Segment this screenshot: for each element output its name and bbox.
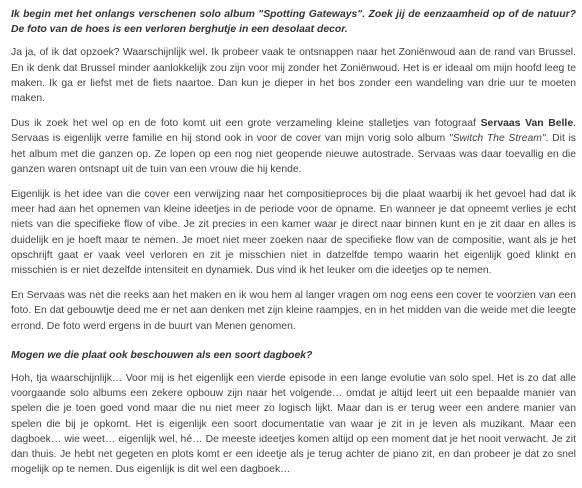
answer-paragraph-photographer [11, 116, 576, 177]
interview-question-diary: Mogen we die plaat ook beschouwen als een soort dagboek? [11, 349, 313, 361]
answer-text: Dus ik zoek het wel op en de foto komt uit een grote verzameling kleine stalletjes van fotograaf [11, 118, 481, 130]
answer-paragraph-zonienwoud: Ja ja, of ik dat opzoek? Waarschijnlijk wel. Ik probeer vaak te ontsnappen naar het Zoniënwoud aan de rand van Brussel. En ik denk dat Brussel minder aanlokkelijk zou zijn voor mij zonder het Zoniënwoud. Het is er ideaal om mijn hoofd leeg te maken. Ik ga er liefst met de fiets naartoe. Dan kun je dieper in het bos zonder een wandeling van drie uur te moeten maken. [11, 47, 576, 105]
answer-paragraph-cover-idea: Eigenlijk is het idee van die cover een verwijzing naar het compositieproces bij die plaat waarbij ik het gevoel had dat ik meer had aan het opnemen van kleine ideetjes in de periode voor de opname. En wanneer je dat opneemt verlies je echt niets van die specifieke flow of vibe. Je zit precies in een kamer waar je direct naar binnen kunt en je zit daar en alles is duidelijk en je hoeft maar te nemen. Je moet niet meer zoeken naar de specifieke flow van de compositie, want als je het opschrijft gaat er vaak veel verloren en zit je misschien niet in datzelfde tempo waarin het eigenlijk goed klinkt en misschien is er niet dezelfde intensiteit en dynamiek. Dus vind ik het leuker om die ideetjes op te nemen. [11, 189, 576, 277]
answer-paragraph-diary: Hoh, tja waarschijnlijk… Voor mij is het eigenlijk een vierde episode in een lange evolutie van solo spel. Het is zo dat alle voorgaande solo albums een zekere opbouw zijn naar het volgende… omdat je altijd leert uit een bepaalde manier van spelen die je toen goed vond maar die nu niet meer zo logisch lijkt. Maar dan is er terug weer een andere manier van spelen die bij je opkomt. Het is eigenlijk een soort documentatie van waar je zit in je leven als muzikant. Maar een dagboek… wie weet… eigenlijk wel, hé… De meeste ideetjes komen altijd op een moment dat je het nooit verwacht. Je zit dan thuis. Je hebt net gegeten en plots komt er een ideetje als je terug achter de piano zit, en dan probeer je dat zo snel mogelijk op te nemen. Dus eigenlijk is dit wel een dagboek… [11, 373, 576, 476]
answer-text: . Dit is het album met die ganzen op. Ze lopen op een nog niet geopende nieuwe autostrade. Servaas was daar toevallig en die ganzen waren ontsnapt uit de tuin van een vrouw die hij kende. [11, 133, 576, 175]
album-title: "Switch The Stream" [448, 133, 546, 145]
answer-text: . Servaas is eigenlijk verre familie en hij stond ook in voor de cover van mijn vorig solo album [11, 118, 576, 145]
interview-question-spotting-gateways: Ik begin met het onlangs verschenen solo album "Spotting Gateways". Zoek jij de eenzaamheid op of de natuur? De foto van de hoes is een verloren berghutje in een desolaat decor. [11, 9, 576, 36]
answer-paragraph-servaas-series: En Servaas was net die reeks aan het maken en ik wou hem al langer vragen om nog eens een cover te voorzien van een foto. En dat gebouwtje deed me er net aan denken met zijn kleine raampjes, en in het midden van die weide met die leegte errond. De foto werd ergens in de buurt van Menen genomen. [11, 290, 576, 332]
photographer-name: Servaas Van Belle [480, 118, 574, 130]
